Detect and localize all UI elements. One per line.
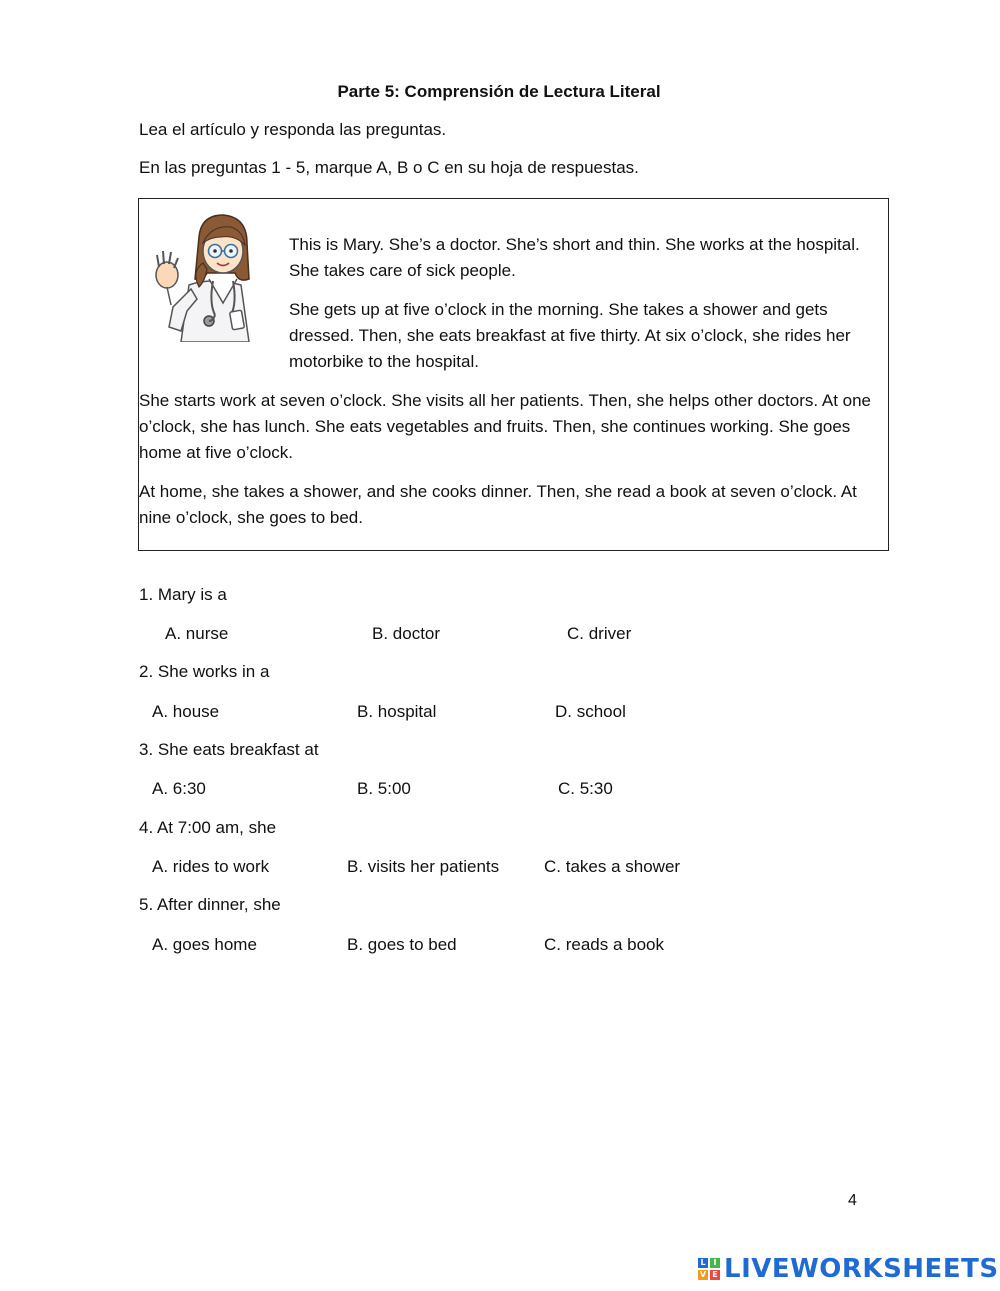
q1-option-c[interactable]: C. driver bbox=[567, 624, 632, 643]
doctor-illustration bbox=[151, 207, 271, 342]
logo-block-i: I bbox=[710, 1258, 720, 1268]
brand-name: LIVEWORKSHEETS bbox=[724, 1254, 999, 1284]
q3-option-b[interactable]: B. 5:00 bbox=[357, 779, 411, 798]
liveworksheets-logo[interactable] bbox=[698, 1254, 999, 1284]
question-5: 5. After dinner, she bbox=[139, 895, 281, 914]
q3-option-a[interactable]: A. 6:30 bbox=[152, 779, 206, 798]
question-2: 2. She works in a bbox=[139, 662, 270, 681]
logo-blocks-icon bbox=[698, 1258, 720, 1280]
q2-option-b[interactable]: B. hospital bbox=[357, 702, 437, 721]
logo-block-e: E bbox=[710, 1270, 720, 1280]
q5-option-c[interactable]: C. reads a book bbox=[544, 935, 665, 954]
q2-option-d[interactable]: D. school bbox=[555, 702, 626, 721]
q5-option-a[interactable]: A. goes home bbox=[152, 935, 257, 954]
question-3: 3. She eats breakfast at bbox=[139, 740, 319, 759]
passage-paragraph-4: At home, she takes a shower, and she cooks dinner. Then, she read a book at seven o’clock. At nine o’clock, she goes to bed. bbox=[139, 482, 857, 527]
q3-option-c[interactable]: C. 5:30 bbox=[558, 779, 613, 798]
q1-option-a[interactable]: A. nurse bbox=[165, 624, 229, 643]
logo-block-l: L bbox=[698, 1258, 708, 1268]
logo-block-v: V bbox=[699, 1270, 707, 1279]
q2-option-a[interactable]: A. house bbox=[152, 702, 220, 721]
page-number: 4 bbox=[848, 1192, 857, 1209]
question-4: 4. At 7:00 am, she bbox=[139, 818, 277, 837]
page-title: Parte 5: Comprensión de Lectura Literal bbox=[337, 82, 661, 101]
instruction-mark: En las preguntas 1 - 5, marque A, B o C en su hoja de respuestas. bbox=[139, 158, 639, 177]
passage-paragraph-2: She gets up at five o’clock in the morning. She takes a shower and gets dressed. Then, she eats breakfast at five thirty. At six o’clock, she rides her motorbike to the hospital. bbox=[289, 300, 851, 371]
passage-paragraph-3: She starts work at seven o’clock. She visits all her patients. Then, she helps other doctors. At one o’clock, she has lunch. She eats vegetables and fruits. Then, she continues working. She goes home at five o’clock. bbox=[139, 391, 872, 462]
question-1: 1. Mary is a bbox=[139, 585, 227, 604]
q5-option-b[interactable]: B. goes to bed bbox=[347, 935, 457, 954]
instruction-read: Lea el artículo y responda las preguntas. bbox=[139, 120, 447, 139]
reading-passage-box bbox=[138, 198, 889, 551]
passage-paragraph-1: This is Mary. She’s a doctor. She’s short and thin. She works at the hospital. She takes care of sick people. bbox=[289, 235, 860, 280]
q4-option-a[interactable]: A. rides to work bbox=[152, 857, 270, 876]
q1-option-b[interactable]: B. doctor bbox=[372, 624, 441, 643]
q4-option-c[interactable]: C. takes a shower bbox=[544, 857, 681, 876]
q4-option-b[interactable]: B. visits her patients bbox=[347, 857, 500, 876]
